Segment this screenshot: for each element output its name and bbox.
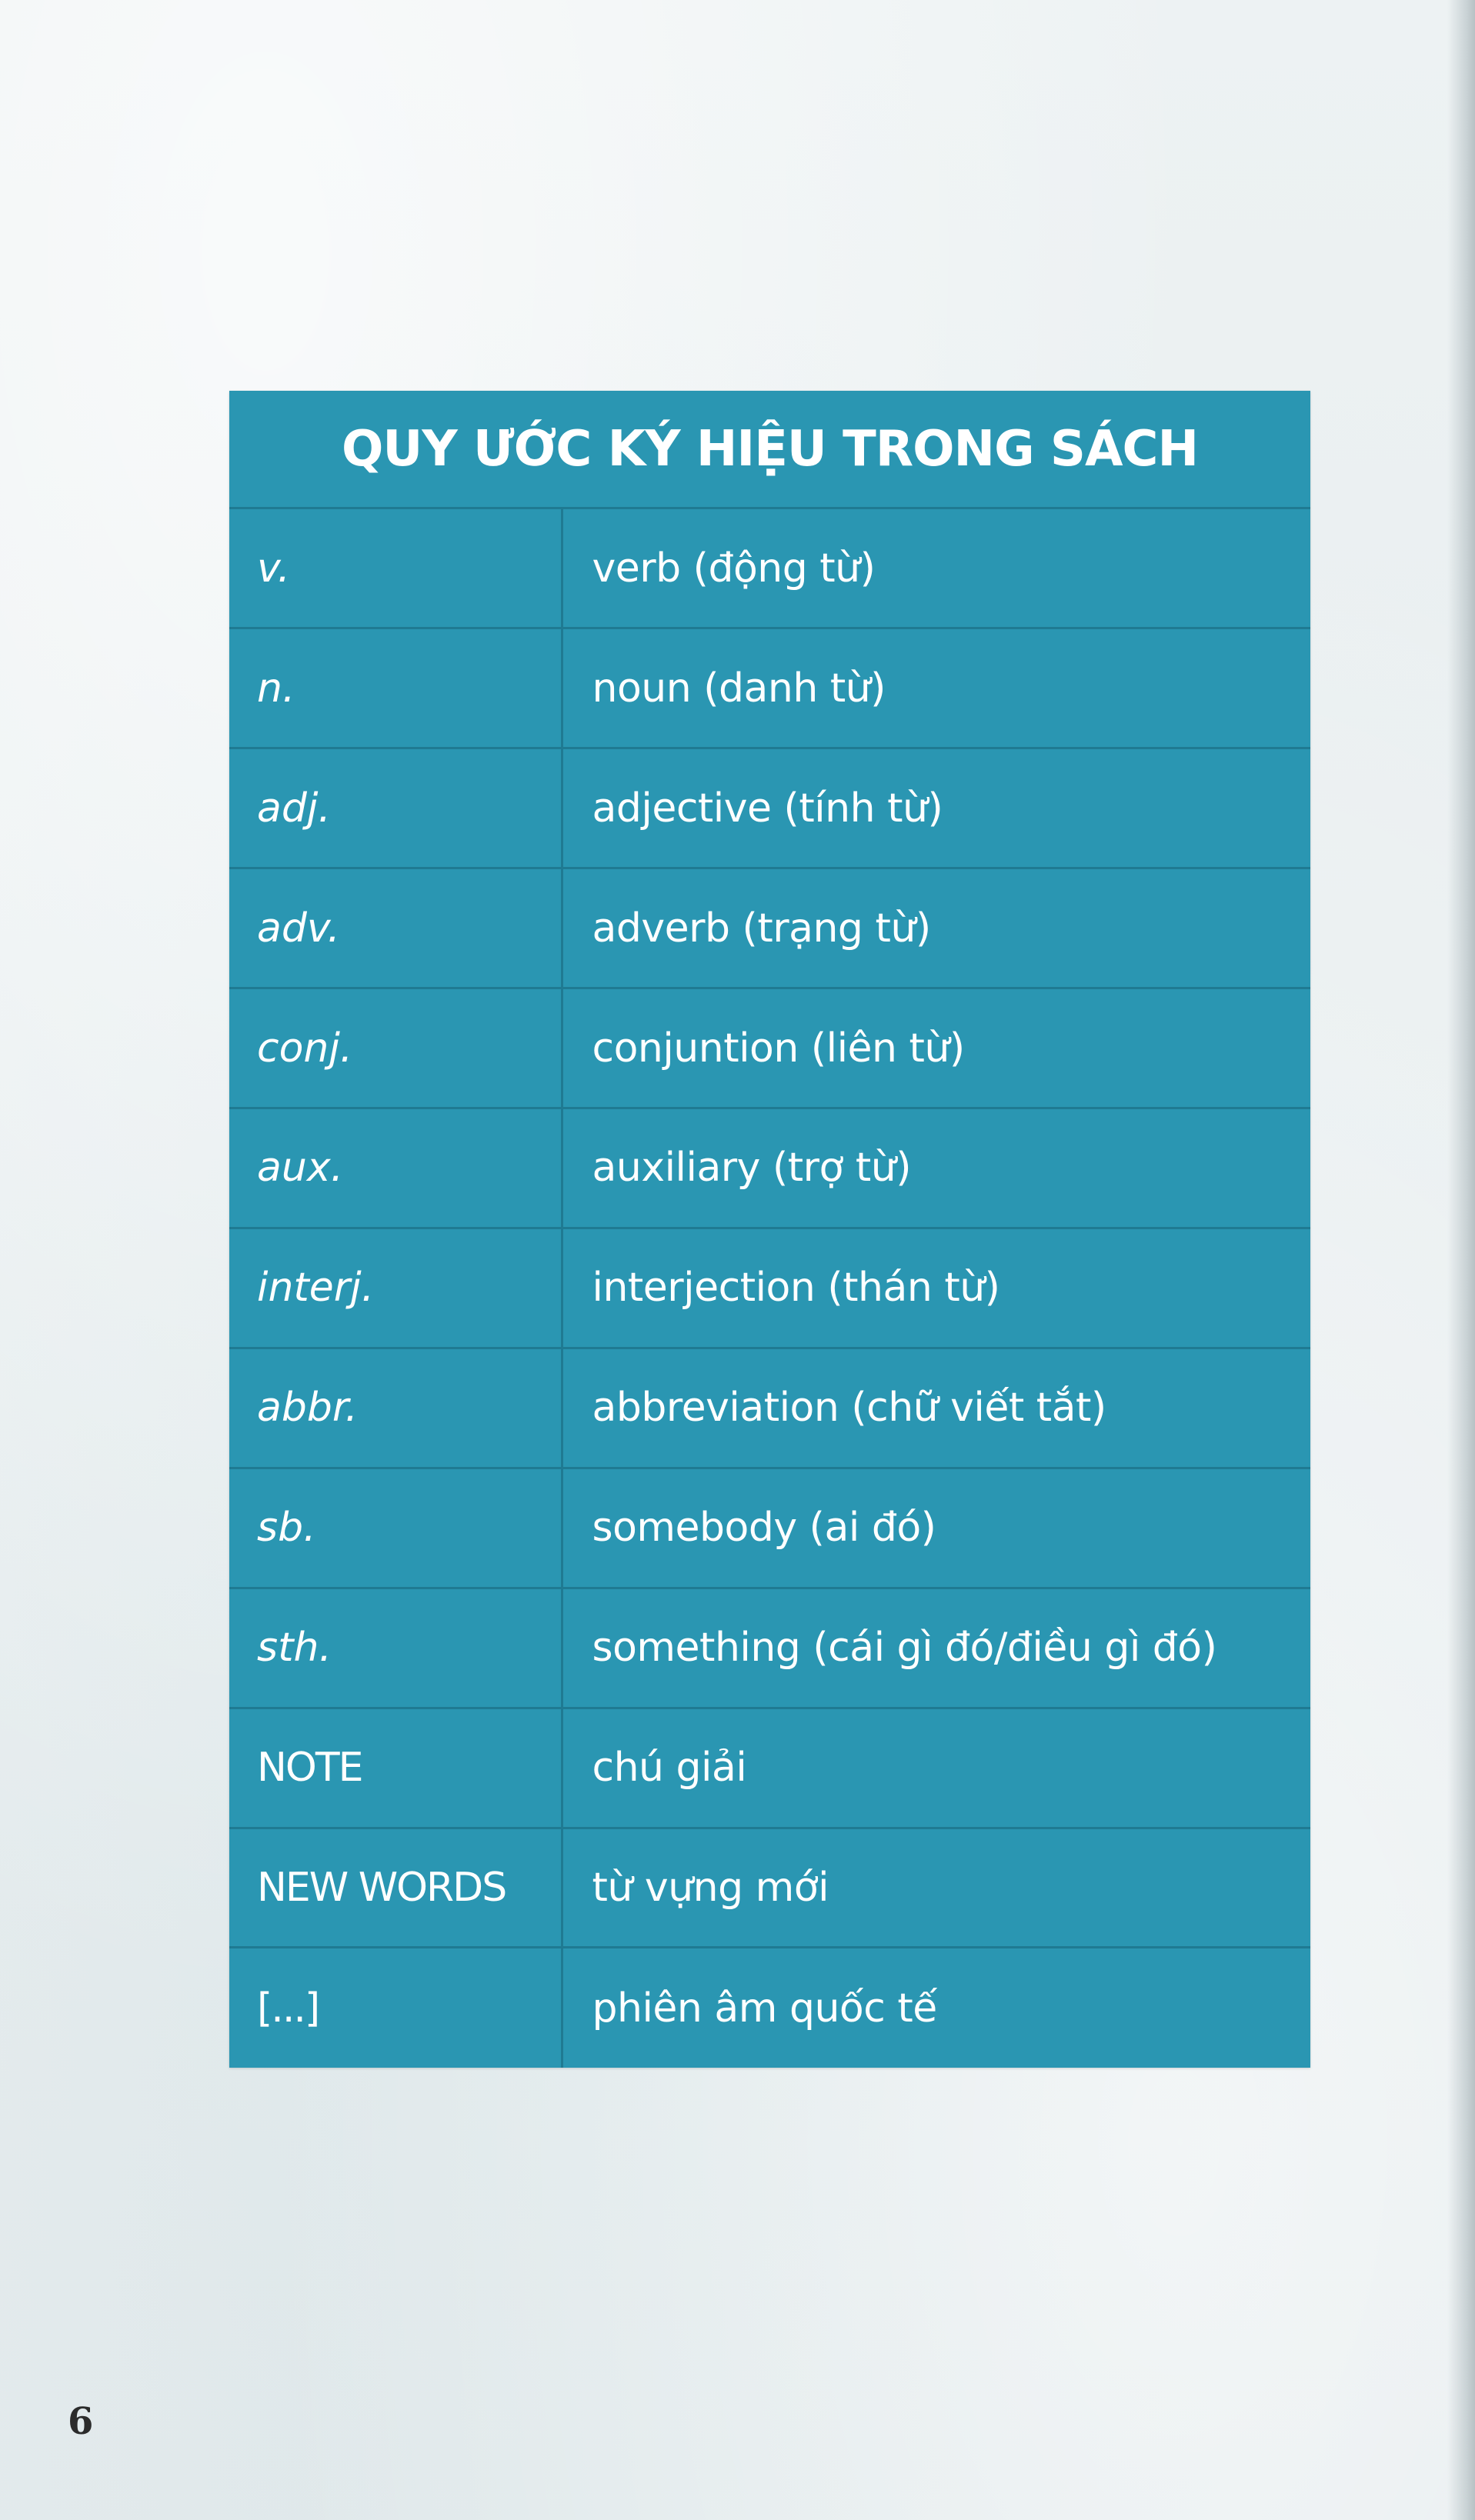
legend-meaning: verb (động từ)	[562, 508, 1310, 628]
legend-row	[229, 628, 1310, 748]
legend-abbreviation: sb.	[229, 1468, 562, 1588]
legend-meaning: abbreviation (chữ viết tắt)	[562, 1348, 1310, 1468]
legend-row	[229, 508, 1310, 628]
legend-meaning: từ vựng mới	[562, 1828, 1310, 1948]
legend-meaning: interjection (thán từ)	[562, 1228, 1310, 1348]
symbol-legend-table	[229, 391, 1310, 2068]
legend-row	[229, 1708, 1310, 1828]
legend-title: QUY ƯỚC KÝ HIỆU TRONG SÁCH	[341, 420, 1199, 478]
legend-meaning: adjective (tính từ)	[562, 748, 1310, 868]
legend-meaning: adverb (trạng từ)	[562, 868, 1310, 988]
legend-meaning: auxiliary (trợ từ)	[562, 1108, 1310, 1228]
legend-row	[229, 1588, 1310, 1708]
legend-meaning: chú giải	[562, 1708, 1310, 1828]
legend-row	[229, 1348, 1310, 1468]
legend-row	[229, 1948, 1310, 2068]
legend-meaning: noun (danh từ)	[562, 628, 1310, 748]
legend-abbreviation: sth.	[229, 1588, 562, 1708]
legend-abbreviation: [...]	[229, 1948, 562, 2068]
legend-meaning: somebody (ai đó)	[562, 1468, 1310, 1588]
page-edge-shadow	[1447, 0, 1475, 2520]
legend-meaning: conjuntion (liên từ)	[562, 988, 1310, 1108]
legend-abbreviation: abbr.	[229, 1348, 562, 1468]
legend-abbreviation: conj.	[229, 988, 562, 1108]
legend-row	[229, 1468, 1310, 1588]
legend-abbreviation: NEW WORDS	[229, 1828, 562, 1948]
legend-abbreviation: aux.	[229, 1108, 562, 1228]
legend-row	[229, 1108, 1310, 1228]
legend-header-row	[229, 391, 1310, 508]
legend-abbreviation: v.	[229, 508, 562, 628]
legend-meaning: phiên âm quốc tế	[562, 1948, 1310, 2068]
legend-row	[229, 1228, 1310, 1348]
legend-row	[229, 1828, 1310, 1948]
page-number: 6	[68, 2400, 94, 2443]
legend-meaning: something (cái gì đó/điều gì đó)	[562, 1588, 1310, 1708]
legend-abbreviation: adj.	[229, 748, 562, 868]
legend-row	[229, 748, 1310, 868]
legend-abbreviation: interj.	[229, 1228, 562, 1348]
legend-abbreviation: n.	[229, 628, 562, 748]
legend-abbreviation: adv.	[229, 868, 562, 988]
legend-row	[229, 868, 1310, 988]
legend-row	[229, 988, 1310, 1108]
legend-abbreviation: NOTE	[229, 1708, 562, 1828]
